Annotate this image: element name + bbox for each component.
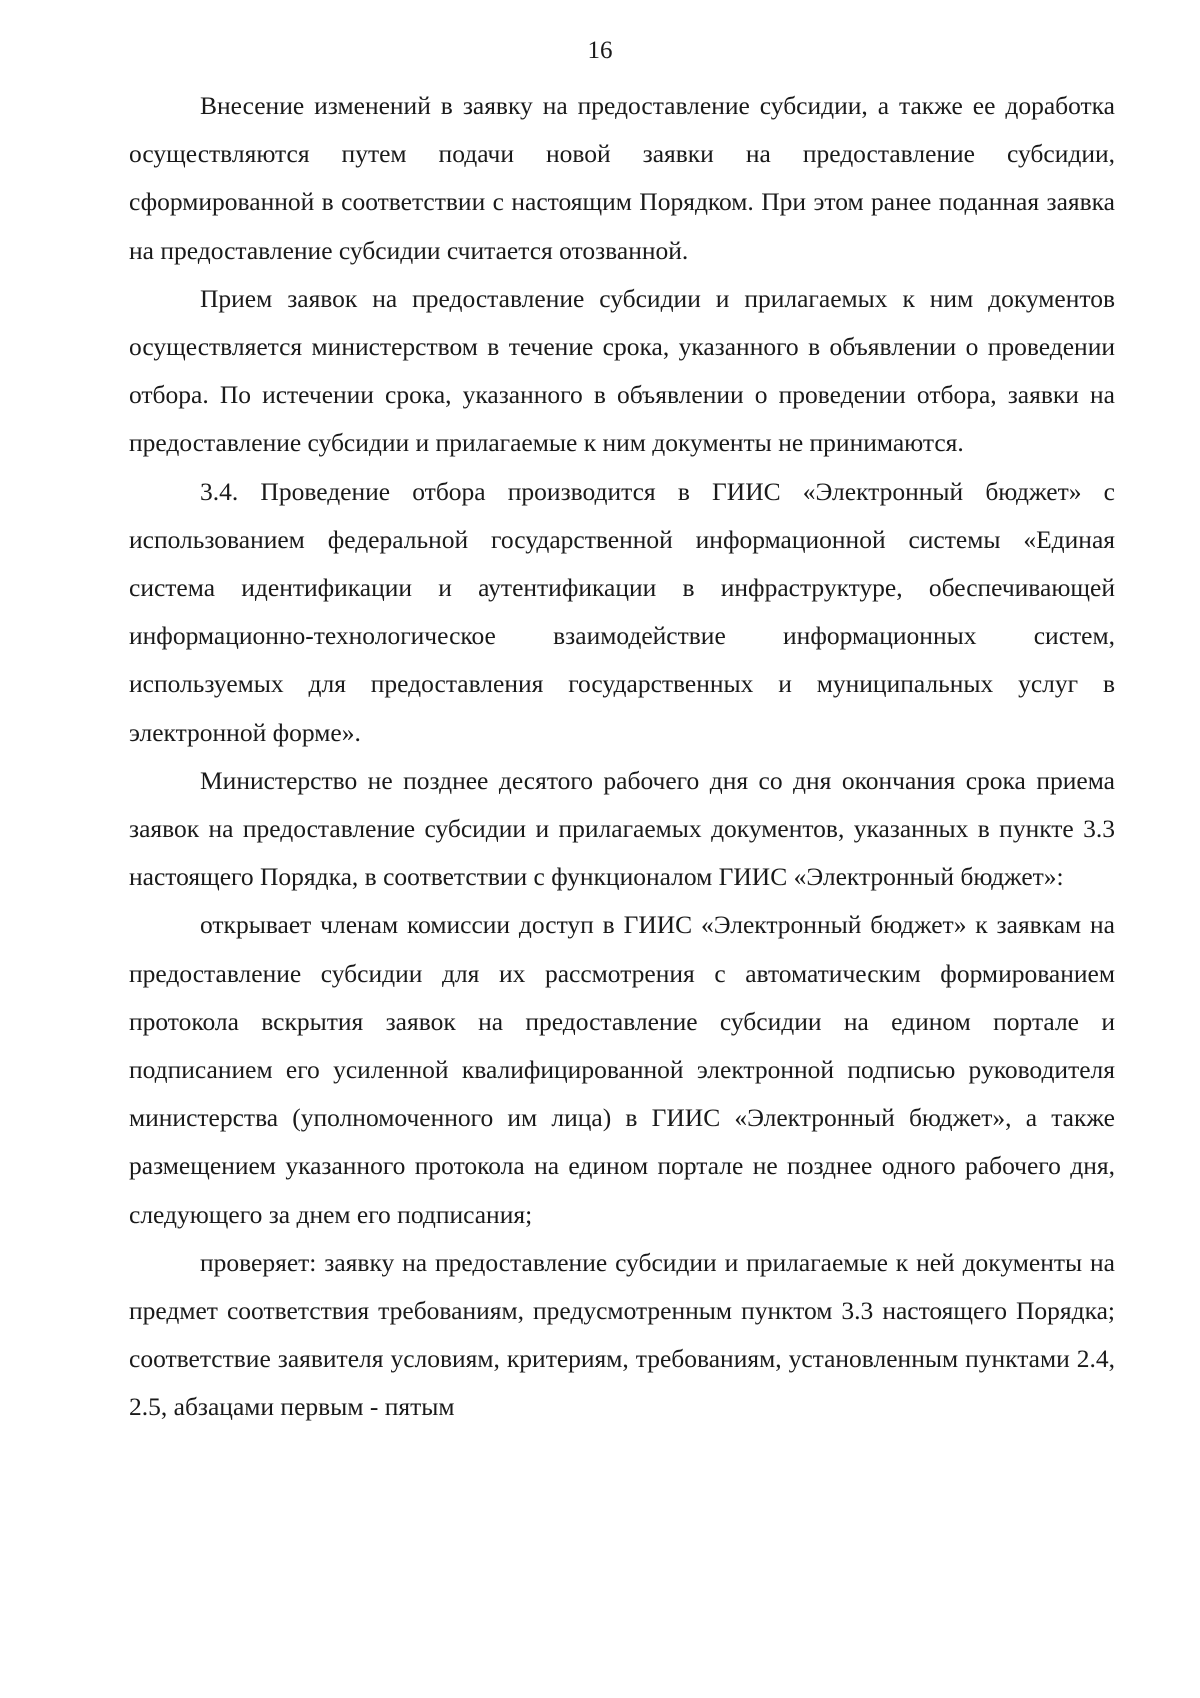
paragraph-acceptance: Прием заявок на предоставление субсидии и прилагаемых к ним документов осуществляется министерством в течение срока, указанного в объявлении о проведении отбора. По истечении срока, указанного в объявлении о проведении отбора, заявки на предоставление субсидии и прилагаемые к ним документы не принимаются. [129,283,1115,458]
paragraph-opens-access: открывает членам комиссии доступ в ГИИС «Электронный бюджет» к заявкам на предоставление субсидии для их рассмотрения с автоматическим формированием протокола вскрытия заявок на предоставление субсидии на едином портале и подписанием его усиленной квалифицированной электронной подписью руководителя министерства (уполномоченного им лица) в ГИИС «Электронный бюджет», а также размещением указанного протокола на едином портале не позднее одного рабочего дня, следующего за днем его подписания; [129,910,1115,1229]
paragraph-checks: проверяет: заявку на предоставление субсидии и прилагаемые к ней документы на предмет соответствия требованиям, предусмотренным пунктом 3.3 настоящего Порядка; соответствие заявителя условиям, критериям, требованиям, установленным пунктами 2.4, 2.5, абзацами первым - пятым [129,1247,1115,1422]
paragraph-ministry: Министерство не позднее десятого рабочего дня со дня окончания срока приема заявок на предоставление субсидии и прилагаемых документов, указанных в пункте 3.3 настоящего Порядка, в соответствии с функционалом ГИИС «Электронный бюджет»: [129,765,1115,892]
paragraph-amendments: Внесение изменений в заявку на предоставление субсидии, а также ее доработка осуществляются путем подачи новой заявки на предоставление субсидии, сформированной в соответствии с настоящим Порядком. При этом ранее поданная заявка на предоставление субсидии считается отозванной. [129,91,1115,265]
document-body [129,82,1115,1432]
page-number: 16 [587,37,613,64]
paragraph-3-4: 3.4. Проведение отбора производится в ГИИС «Электронный бюджет» с использованием федеральной государственной информационной системы «Единая система идентификации и аутентификации в инфраструктуре, обеспечивающей информационно-технологическое взаимодействие информационных систем, используемых для предоставления государственных и муниципальных услуг в электронной форме». [129,476,1115,747]
